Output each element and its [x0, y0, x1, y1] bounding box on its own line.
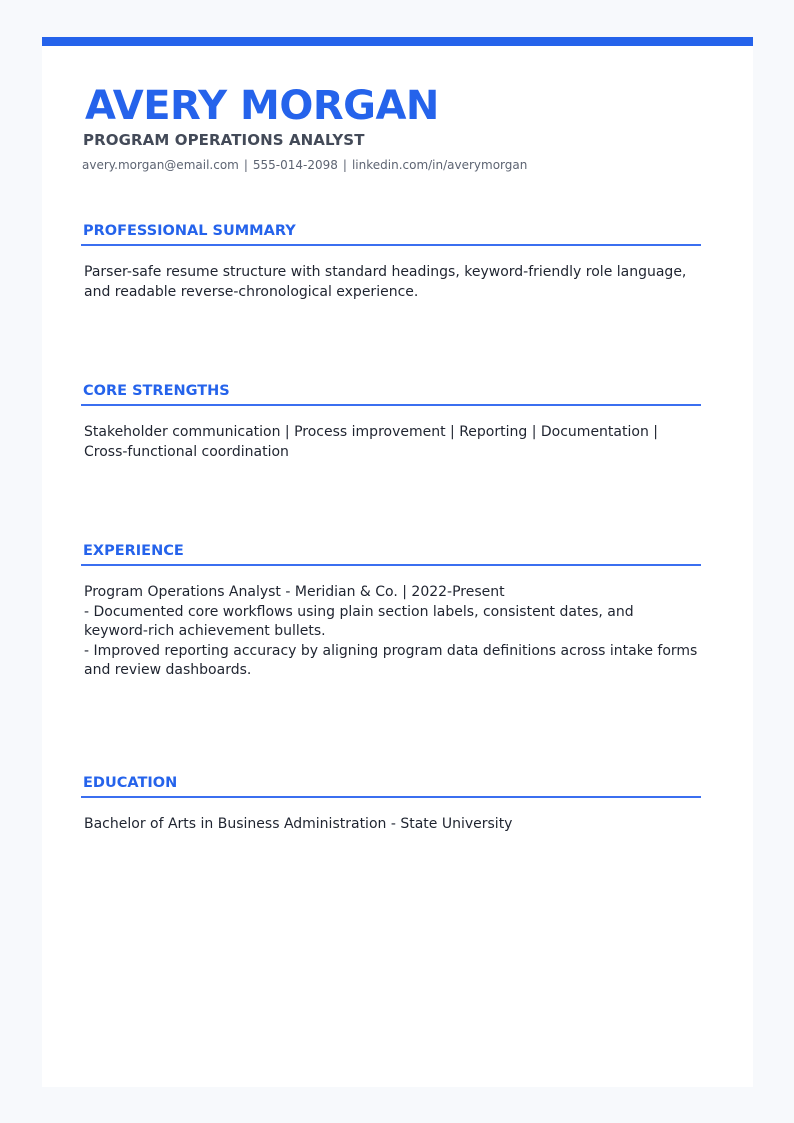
- contact-separator: |: [342, 158, 347, 172]
- experience-bullet: - Improved reporting accuracy by aligning program data definitions across intake forms and review dashboards.: [84, 642, 698, 678]
- section-body: [81, 798, 702, 835]
- summary-text: Parser-safe resume structure with standard headings, keyword-friendly role language, and readable reverse-chronological experience.: [84, 264, 687, 300]
- section-heading: EXPERIENCE: [81, 542, 701, 566]
- contact-email: avery.morgan@email.com: [82, 158, 239, 172]
- section-experience: [81, 542, 701, 681]
- accent-top-bar: [42, 37, 753, 46]
- contact-phone: 555-014-2098: [252, 158, 338, 172]
- section-body: [81, 246, 702, 302]
- experience-bullet: - Documented core workflows using plain section labels, consistent dates, and keyword-rich achievement bullets.: [84, 603, 634, 639]
- experience-title-line: Program Operations Analyst - Meridian & Co. | 2022-Present: [84, 584, 505, 600]
- education-text: Bachelor of Arts in Business Administration - State University: [84, 816, 513, 832]
- section-education: [81, 774, 701, 835]
- resume-sheet: [42, 37, 753, 1087]
- section-body: [81, 406, 702, 462]
- contact-separator: |: [243, 158, 248, 172]
- section-core-strengths: [81, 382, 701, 462]
- candidate-name: AVERY MORGAN: [85, 83, 439, 129]
- section-professional-summary: [81, 222, 701, 302]
- section-heading: EDUCATION: [81, 774, 701, 798]
- contact-linkedin: linkedin.com/in/averymorgan: [351, 158, 528, 172]
- section-body: [81, 566, 702, 681]
- contact-line: [82, 157, 527, 173]
- section-heading: CORE STRENGTHS: [81, 382, 701, 406]
- candidate-role: PROGRAM OPERATIONS ANALYST: [83, 131, 365, 149]
- strengths-text: Stakeholder communication | Process improvement | Reporting | Documentation | Cross-functional coordination: [84, 424, 658, 460]
- section-heading: PROFESSIONAL SUMMARY: [81, 222, 701, 246]
